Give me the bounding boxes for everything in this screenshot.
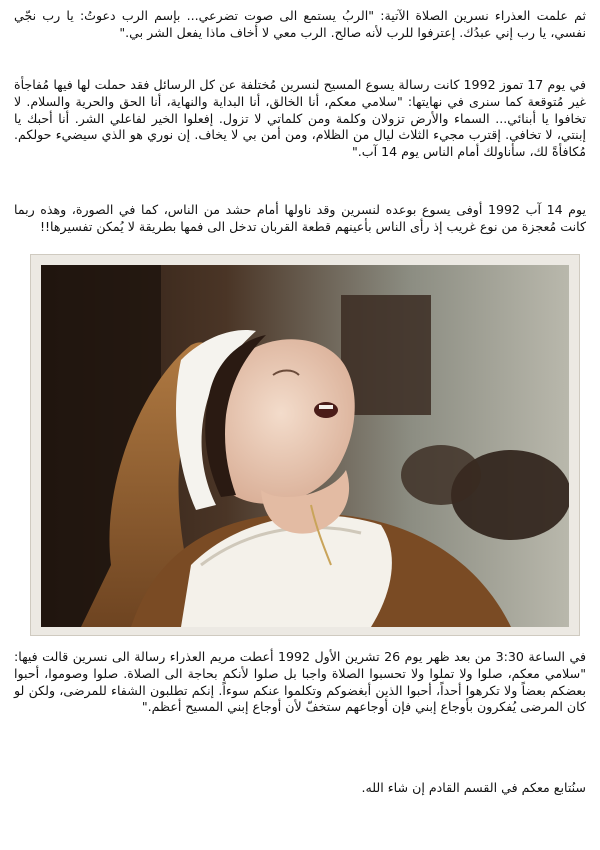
paragraph-july-message: في يوم 17 تموز 1992 كانت رسالة يسوع المسيح لنسرين مُختلفة عن كل الرسائل فقد حملت لها فيها مُفاجأة غير مُتوقعة كما سنرى في نهايتها: "سلامي معكم، أنا الخالق، أنا البداية والنهاية، أنا الحق والحرية والسلام. لا تخافوا يا أبنائي... السماء والأرض تزولان وكلمة ومن كلماتي لا تزول. إفعلوا الخير لفاعلي الشر. أنا أحبك يا إبنتي، لا تخافي. إقترب مجيء الثلاث ليال من الظلام، ومن أمن بي لا يخاف. إن نوري هو الذي سيضيء حولكم. مُكافأةً لك، سأناولك أمام الناس يوم 14 آب."	[14, 77, 586, 160]
photo-frame	[30, 254, 580, 636]
paragraph-closing: سنُتابع معكم في القسم القادم إن شاء الله.	[361, 780, 586, 795]
paragraph-prayer: ثم علمت العذراء نسرين الصلاة الآتية: "الربُ يستمع الى صوت تضرعي... بإسم الرب دعوتُ: يا رب نجّي نفسي، يا رب إني عبدُك. إعترفوا للرب لأنه صالح. الرب معي لا أخاف ماذا يفعل الشر بي."	[14, 8, 586, 40]
communion-photo	[41, 265, 569, 627]
photo-illustration	[41, 265, 569, 627]
paragraph-august-communion: يوم 14 آب 1992 أوفى يسوع بوعده لنسرين وقد ناولها أمام حشد من الناس، كما في الصورة، وهذه ربما كانت مُعجزة من نوع غريب إذ رأى الناس بأعينهم قطعة القربان تدخل الى فمها بطريقة لا يُمكن تفسيرها!!	[14, 202, 586, 234]
paragraph-october-message: في الساعة 3:30 من بعد ظهر يوم 26 تشرين الأول 1992 أعطت مريم العذراء رسالة الى نسرين قالت فيها: "سلامي معكم، صلوا ولا تملوا ولا تحسبوا الصلاة واجبا بل صلوا لأنكم بحاجة الى الصلاة. صلوا وصوموا، أحبوا بعضكم بعضاً ولا تكرهوا أحداً، أحبوا الذين أبغضوكم وتكلموا عنكم سوءاً. إنكم تطلبون الشفاء للمرضى، ولكن لو كان المرضى يُفكرون بأوجاع إبني فإن أوجاعهم ستخفّ لأن أوجاع إبني المسيح أعظم."	[14, 649, 587, 715]
